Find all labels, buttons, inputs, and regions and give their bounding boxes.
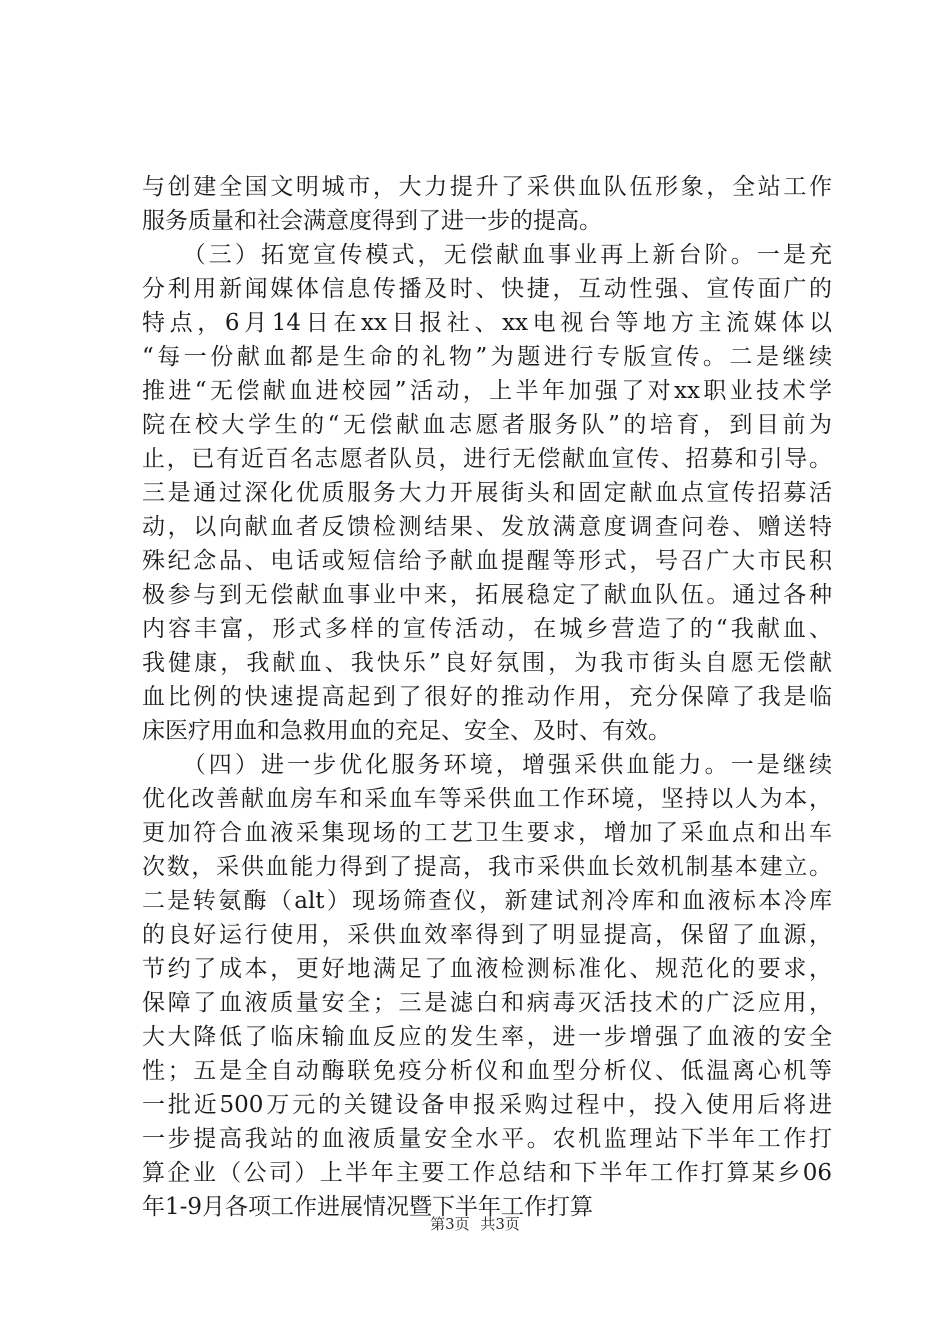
text-line: 服务质量和社会满意度得到了进一步的提高。 [142,208,602,234]
text-line: 的良好运行使用，采供血效率得到了明显提高，保留了血源， [142,922,832,948]
text-line: 三是通过深化优质服务大力开展街头和固定献血点宣传招募活 [142,480,832,506]
text-line: 优化改善献血房车和采血车等采供血工作环境，坚持以人为本， [142,786,832,812]
text-line: 性；五是全自动酶联免疫分析仪和血型分析仪、低温离心机等 [142,1058,832,1084]
text-line: 我健康，我献血、我快乐”良好氛围，为我市街头自愿无偿献 [142,650,832,676]
text-line: 血比例的快速提高起到了很好的推动作用，充分保障了我是临 [142,684,832,710]
text-line: 一步提高我站的血液质量安全水平。农机监理站下半年工作打 [142,1126,832,1152]
text-line: 一批近500万元的关键设备申报采购过程中，投入使用后将进 [142,1092,832,1118]
page-total: 共3页 [480,1215,520,1233]
text-line: 与创建全国文明城市，大力提升了采供血队伍形象，全站工作 [142,174,832,200]
document-body [142,170,832,1224]
text-line: 大大降低了临床输血反应的发生率，进一步增强了血液的安全 [142,1024,832,1050]
text-line: （三）拓宽宣传模式，无偿献血事业再上新台阶。一是充 [142,242,832,268]
text-line: 院在校大学生的“无偿献血志愿者服务队”的培育，到目前为 [142,412,832,438]
text-line: 床医疗用血和急救用血的充足、安全、及时、有效。 [142,718,671,744]
text-line: 次数，采供血能力得到了提高，我市采供血长效机制基本建立。 [142,854,832,880]
text-line: 动，以向献血者反馈检测结果、发放满意度调查问卷、赠送特 [142,514,832,540]
text-line: 二是转氨酶（alt）现场筛查仪，新建试剂冷库和血液标本冷库 [142,888,832,914]
text-line: 保障了血液质量安全；三是滤白和病毒灭活技术的广泛应用， [142,990,832,1016]
text-line: 节约了成本，更好地满足了血液检测标准化、规范化的要求， [142,956,832,982]
text-line: 极参与到无偿献血事业中来，拓展稳定了献血队伍。通过各种 [142,582,832,608]
text-line: 特点，6月14日在xx日报社、xx电视台等地方主流媒体以 [142,310,832,336]
text-line: （四）进一步优化服务环境，增强采供血能力。一是继续 [142,752,832,778]
text-line: 更加符合血液采集现场的工艺卫生要求，增加了采血点和出车 [142,820,832,846]
text-line: 算企业（公司）上半年主要工作总结和下半年工作打算某乡06 [142,1160,832,1186]
text-line: 分利用新闻媒体信息传播及时、快捷，互动性强、宣传面广的 [142,276,832,302]
text-line: 年1-9月各项工作进展情况暨下半年工作打算 [142,1194,594,1220]
text-line: 推进“无偿献血进校园”活动，上半年加强了对xx职业技术学 [142,378,832,404]
page-footer [0,1213,950,1234]
text-line: 止，已有近百名志愿者队员，进行无偿献血宣传、招募和引导。 [142,446,832,472]
text-line: 殊纪念品、电话或短信给予献血提醒等形式，号召广大市民积 [142,548,832,574]
page-number: 第3页 [430,1215,470,1233]
text-line: 内容丰富，形式多样的宣传活动，在城乡营造了的“我献血、 [142,616,832,642]
text-line: “每一份献血都是生命的礼物”为题进行专版宣传。二是继续 [142,344,832,370]
